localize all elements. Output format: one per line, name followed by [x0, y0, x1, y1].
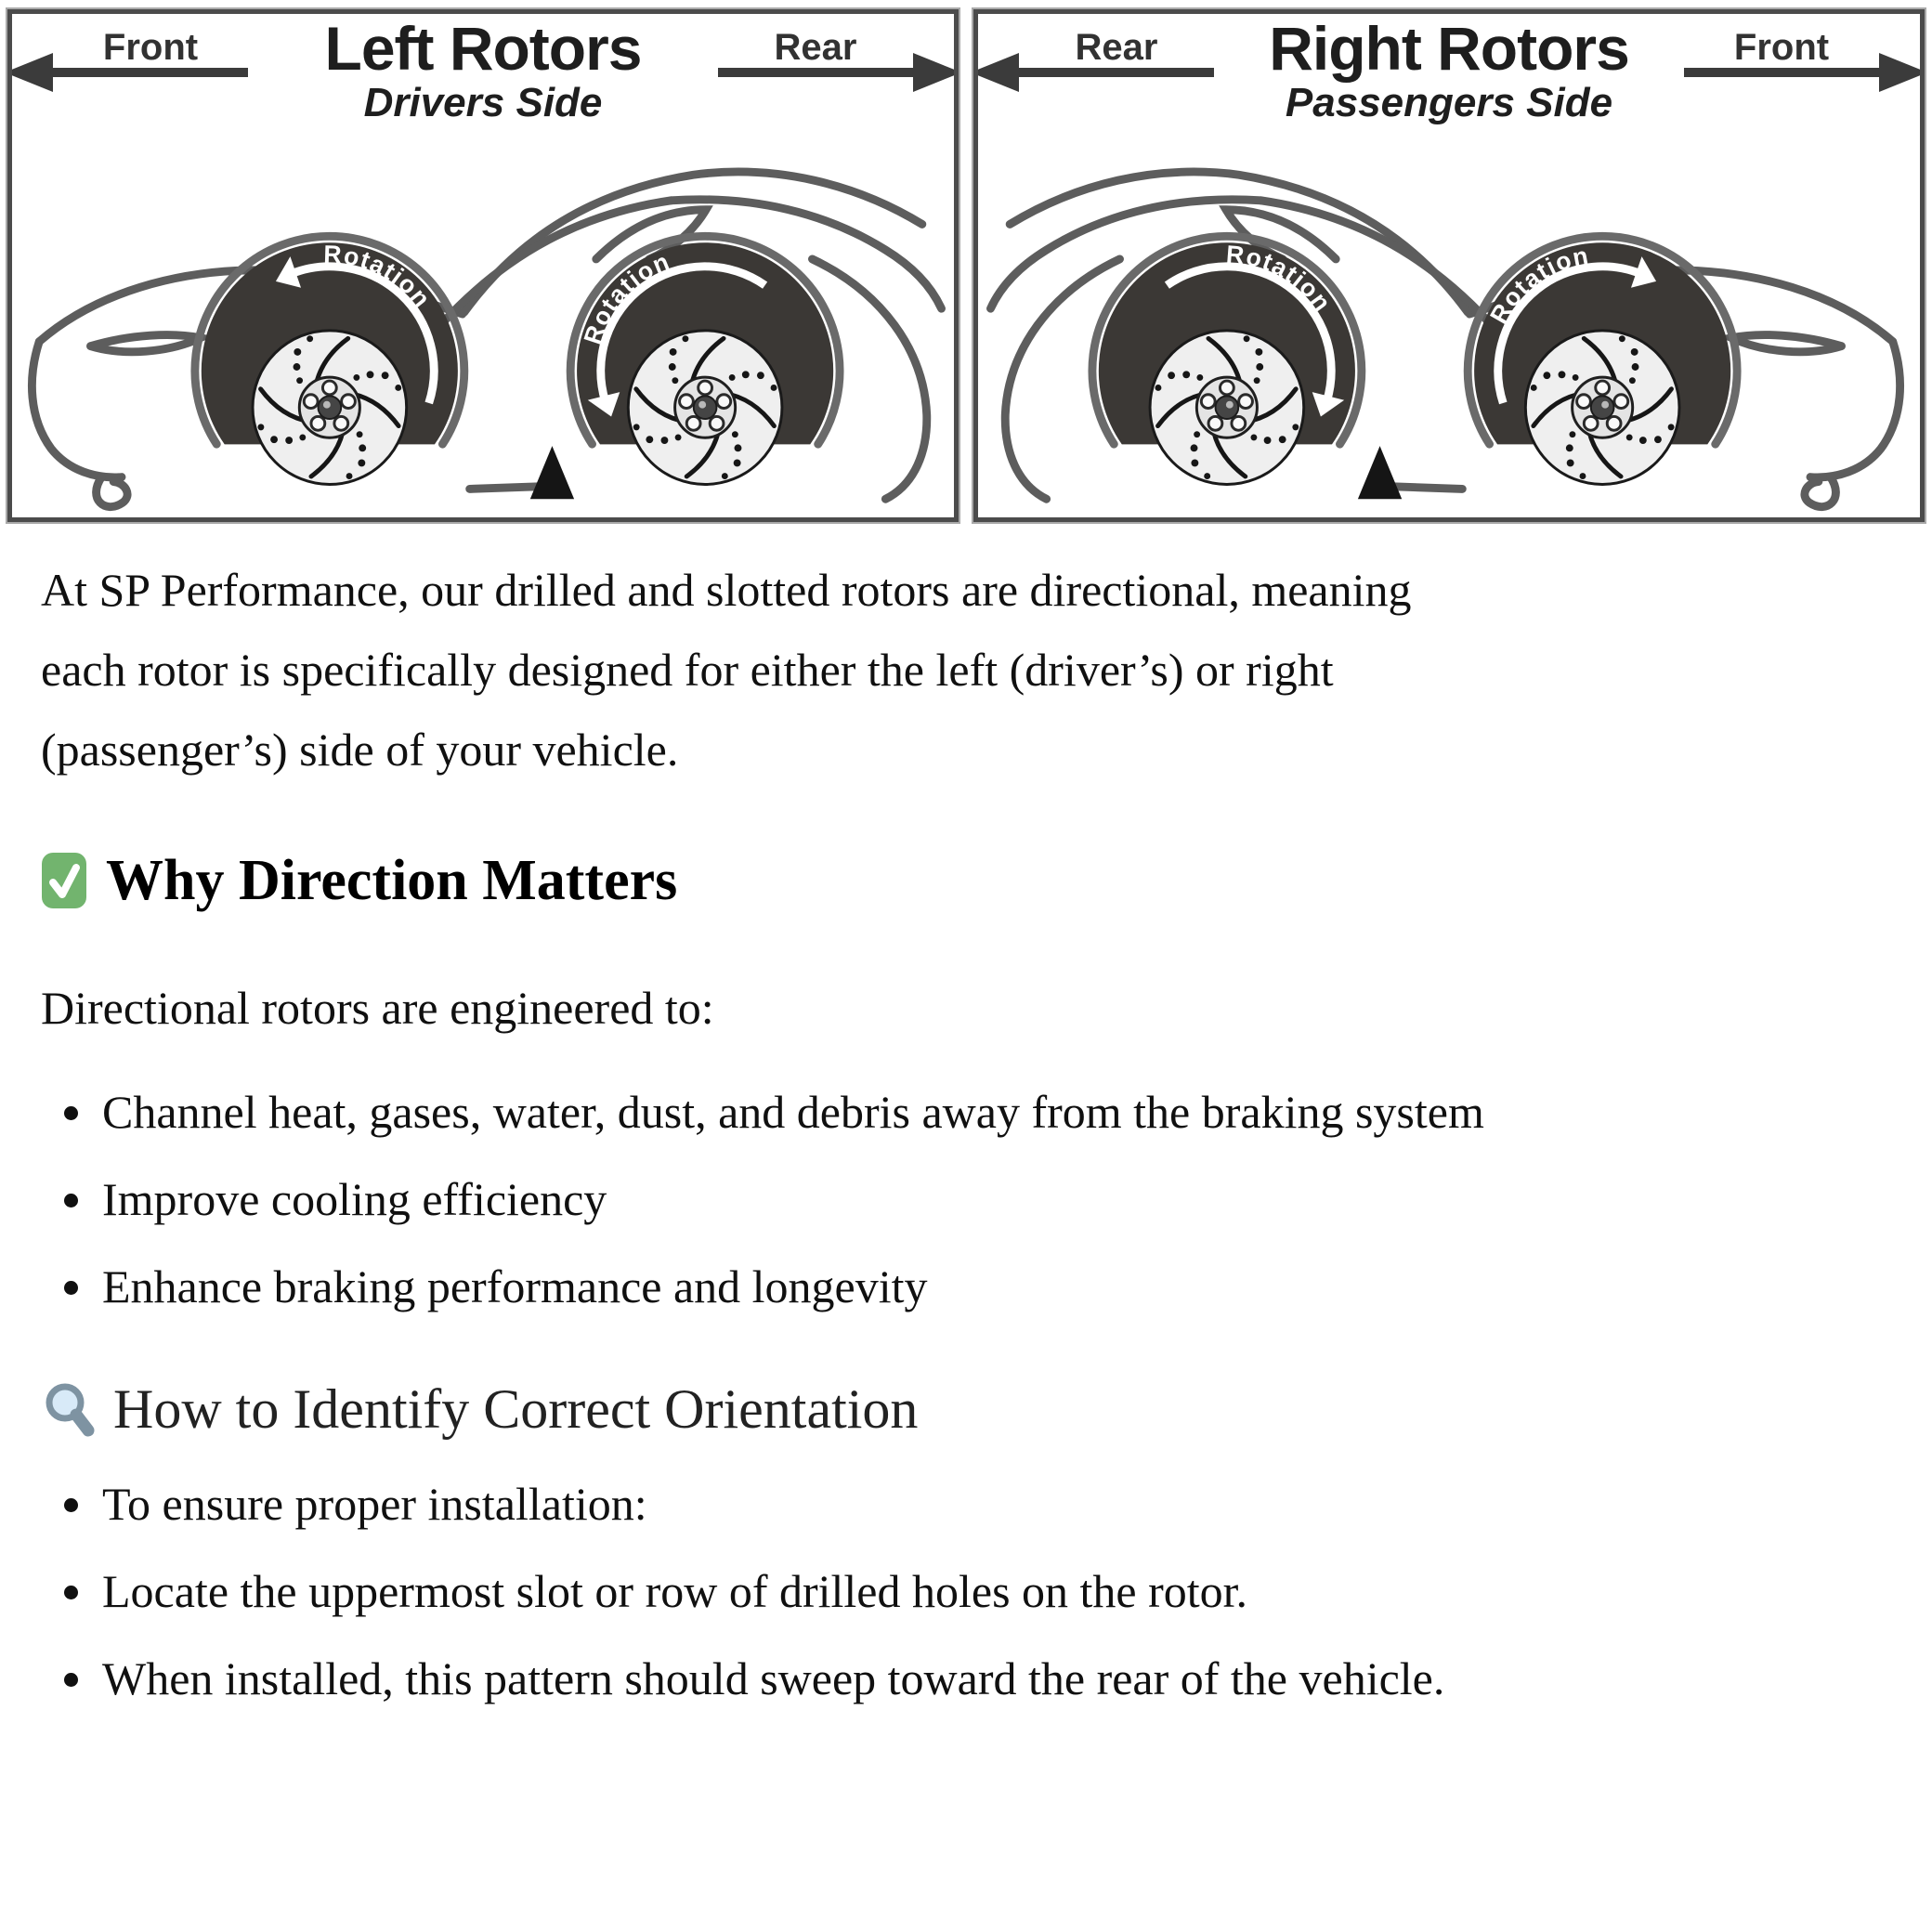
engineered-to-lead: Directional rotors are engineered to: — [41, 982, 714, 1035]
rear-direction-arrow — [718, 29, 913, 77]
list-item: • To ensure proper installation: — [98, 1464, 1490, 1544]
left-rotors-panel — [7, 9, 959, 522]
left-arrow-icon — [53, 68, 248, 77]
rear-arrow-label: Rear — [774, 27, 857, 68]
check-mark-emoji-icon — [41, 852, 87, 909]
left-panel-title-block — [324, 14, 642, 126]
benefits-list — [41, 1072, 1490, 1326]
front-direction-arrow — [53, 29, 248, 77]
list-item: • Improve cooling efficiency — [98, 1159, 1490, 1239]
panel-subtitle: Drivers Side — [363, 80, 603, 126]
right-panel-title-block — [1269, 14, 1629, 126]
svg-text:Rotation: Rotation — [1225, 240, 1338, 318]
svg-text:Rotation: Rotation — [322, 240, 437, 314]
heading-text: Why Direction Matters — [106, 849, 678, 912]
orientation-steps-list — [41, 1464, 1490, 1718]
right-panel-header — [978, 14, 1920, 124]
article-body — [41, 550, 1490, 1718]
rear-arrow-label: Rear — [1075, 27, 1158, 68]
car-illustration-right — [978, 124, 1920, 517]
right-arrow-icon — [718, 68, 913, 77]
list-item: • Enhance braking performance and longevity — [98, 1247, 1490, 1326]
list-item: • Locate the uppermost slot or row of drilled holes on the rotor. — [98, 1551, 1490, 1631]
car-illustration-left — [12, 124, 954, 517]
front-arrow-label: Front — [102, 27, 199, 68]
panel-title: Right Rotors — [1269, 14, 1629, 83]
rotor-orientation-diagram — [0, 0, 1932, 522]
panel-subtitle: Passengers Side — [1285, 80, 1613, 126]
panel-title: Left Rotors — [324, 14, 642, 83]
list-item: • When installed, this pattern should sweep toward the rear of the vehicle. — [98, 1638, 1490, 1718]
left-panel-header — [12, 14, 954, 124]
why-direction-matters-heading — [41, 849, 1490, 912]
magnifying-glass-emoji-icon — [41, 1379, 98, 1439]
right-arrow-icon — [1684, 68, 1879, 77]
left-arrow-icon — [1019, 68, 1214, 77]
svg-text:Rotation: Rotation — [1484, 241, 1592, 329]
front-arrow-label: Front — [1733, 27, 1830, 68]
right-rotors-panel — [973, 9, 1925, 522]
intro-paragraph: At SP Performance, our drilled and slotted rotors are directional, meaning each rotor is specifically designed for either the left (driver’s) or right (passenger’s) side of your vehicle. — [41, 564, 1412, 776]
heading-text: How to Identify Correct Orientation — [113, 1378, 919, 1441]
svg-text:Rotation: Rotation — [578, 246, 674, 348]
list-item: • Channel heat, gases, water, dust, and debris away from the braking system — [98, 1072, 1490, 1152]
front-direction-arrow — [1684, 29, 1879, 77]
identify-orientation-heading — [41, 1378, 1490, 1440]
rear-direction-arrow — [1019, 29, 1214, 77]
